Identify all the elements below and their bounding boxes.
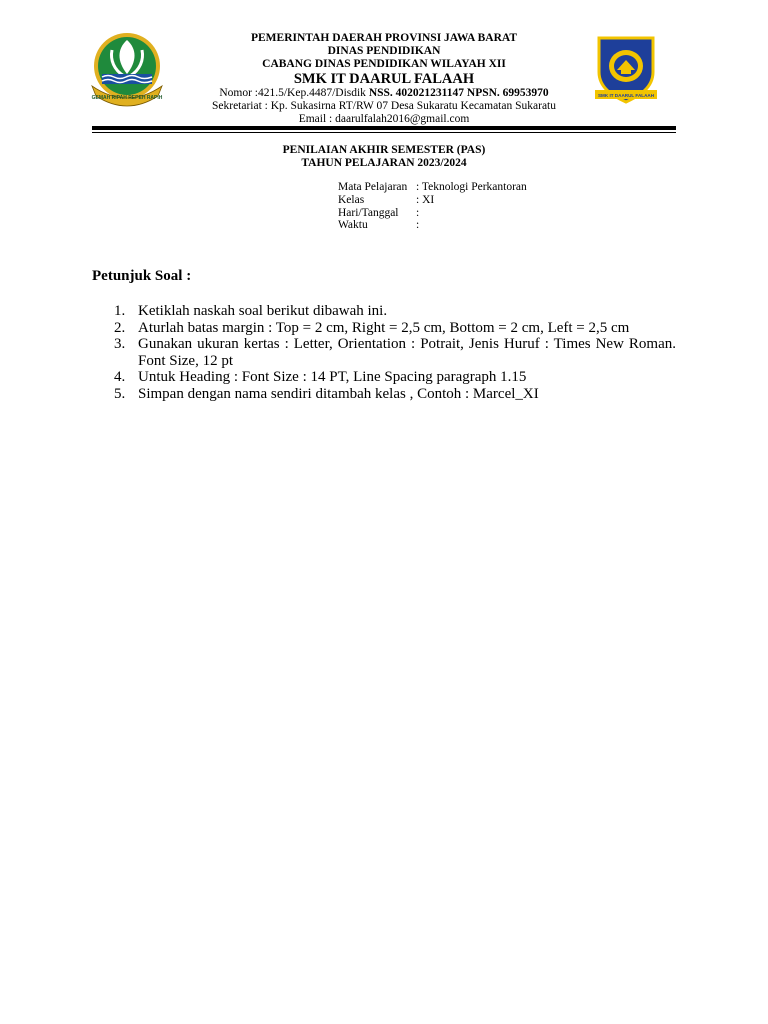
academic-year: TAHUN PELAJARAN 2023/2024 xyxy=(301,157,467,169)
list-item xyxy=(108,320,676,337)
branch-line: CABANG DINAS PENDIDIKAN WILAYAH XII xyxy=(262,58,506,70)
list-item-text: Ketiklah naskah soal berikut dibawah ini. xyxy=(138,303,388,319)
list-item-number: 5. xyxy=(114,385,126,402)
info-label: Hari/Tanggal xyxy=(338,206,399,219)
list-item-number: 4. xyxy=(114,369,126,386)
info-label: Mata Pelajaran xyxy=(338,181,408,193)
west-java-emblem-icon xyxy=(88,30,166,108)
svg-text:GEMAH RIPAH REPEH RAPIH: GEMAH RIPAH REPEH RAPIH xyxy=(91,95,163,101)
address-line: Sekretariat : Kp. Sukasirna RT/RW 07 Desa Sukaratu Kecamatan Sukaratu xyxy=(211,100,556,112)
info-label: Kelas xyxy=(338,193,365,206)
svg-text:SMK IT DAARUL FALAAH: SMK IT DAARUL FALAAH xyxy=(597,93,655,98)
letterhead xyxy=(170,32,598,126)
exam-title-block xyxy=(200,144,568,170)
list-item xyxy=(108,336,676,369)
nss-npsn: NSS. 402021231147 NPSN. 69953970 xyxy=(368,87,549,99)
list-item-text: Untuk Heading : Font Size : 14 PT, Line Spacing paragraph 1.15 xyxy=(138,369,527,386)
list-item xyxy=(108,369,676,386)
info-row-subject xyxy=(338,181,527,194)
exam-info-table xyxy=(338,181,527,232)
list-item-text: Aturlah batas margin : Top = 2 cm, Right = 2,5 cm, Bottom = 2 cm, Left = 2,5 cm xyxy=(138,319,630,336)
list-item xyxy=(108,303,676,320)
info-label: Waktu xyxy=(338,219,368,232)
registration-line xyxy=(170,87,598,100)
exam-title: PENILAIAN AKHIR SEMESTER (PAS) xyxy=(282,144,486,156)
info-row-class xyxy=(338,194,527,207)
school-shield-icon xyxy=(591,32,661,108)
list-item xyxy=(108,386,676,403)
list-item-text: Gunakan ukuran kertas : Letter, Orientation : Potrait, Jenis Huruf : Times New Roman. Font Size, 12 pt xyxy=(138,336,676,369)
list-item-number: 3. xyxy=(114,336,126,353)
email-line: Email : daarulfalah2016@gmail.com xyxy=(298,113,470,125)
info-row-date xyxy=(338,207,527,220)
list-item-number: 1. xyxy=(114,303,126,319)
instructions-list xyxy=(108,303,676,403)
info-value: : XI xyxy=(416,193,435,206)
list-item-text: Simpan dengan nama sendiri ditambah kelas , Contoh : Marcel_XI xyxy=(138,385,539,402)
department-line: DINAS PENDIDIKAN xyxy=(327,45,441,57)
school-name: SMK IT DAARUL FALAAH xyxy=(293,71,475,87)
info-row-time xyxy=(338,219,527,232)
government-line: PEMERINTAH DAERAH PROVINSI JAWA BARAT xyxy=(250,32,518,44)
info-value: : xyxy=(416,219,420,232)
info-value: : xyxy=(416,206,420,219)
list-item-number: 2. xyxy=(114,319,126,336)
info-value: : Teknologi Perkantoran xyxy=(416,181,527,193)
instructions-heading: Petunjuk Soal : xyxy=(92,268,192,284)
letterhead-divider-thick xyxy=(92,126,676,130)
decree-number: Nomor :421.5/Kep.4487/Disdik xyxy=(219,87,369,99)
letterhead-divider-thin xyxy=(92,132,676,133)
